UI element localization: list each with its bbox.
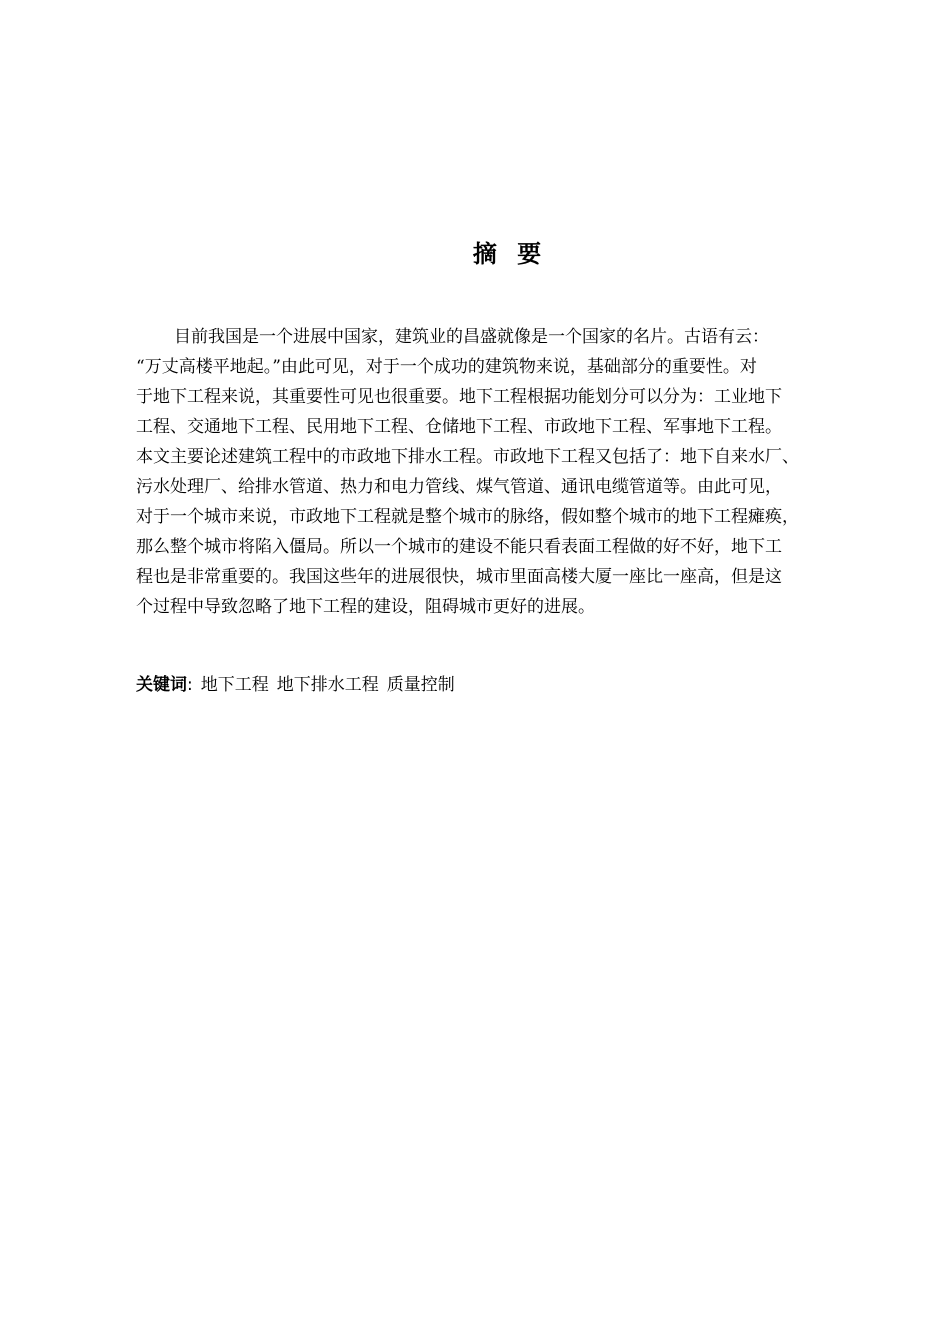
abstract-line: 污水处理厂、给排水管道、热力和电力管线、煤气管道、通讯电缆管道等。由此可见， <box>136 477 782 497</box>
abstract-line: 目前我国是一个进展中国家，建筑业的昌盛就像是一个国家的名片。古语有云： <box>174 327 769 347</box>
keywords-row <box>136 671 876 699</box>
abstract-line: “万丈高楼平地起。”由此可见，对于一个成功的建筑物来说，基础部分的重要性。对 <box>136 357 757 377</box>
abstract-line: 对于一个城市来说，市政地下工程就是整个城市的脉络，假如整个城市的地下工程瘫痪， <box>136 507 799 527</box>
abstract-title: 摘 要 <box>472 240 548 268</box>
keywords-label: 关键词 <box>136 675 187 695</box>
keyword-item: 地下工程 <box>200 675 269 695</box>
abstract-line: 工程、交通地下工程、民用地下工程、仓储地下工程、市政地下工程、军事地下工程。 <box>136 417 782 437</box>
abstract-line: 那么整个城市将陷入僵局。所以一个城市的建设不能只看表面工程做的好不好，地下工 <box>136 537 782 557</box>
keywords-separator: : <box>187 675 193 695</box>
keyword-item: 质量控制 <box>386 675 455 695</box>
abstract-line: 本文主要论述建筑工程中的市政地下排水工程。市政地下工程又包括了：地下自来水厂、 <box>136 447 799 467</box>
abstract-line: 程也是非常重要的。我国这些年的进展很快，城市里面高楼大厦一座比一座高，但是这 <box>136 567 782 587</box>
abstract-line: 个过程中导致忽略了地下工程的建设，阻碍城市更好的进展。 <box>136 597 595 617</box>
abstract-line: 于地下工程来说，其重要性可见也很重要。地下工程根据功能划分可以分为：工业地下 <box>136 387 782 407</box>
keyword-item: 地下排水工程 <box>276 675 379 695</box>
abstract-body <box>136 322 876 622</box>
